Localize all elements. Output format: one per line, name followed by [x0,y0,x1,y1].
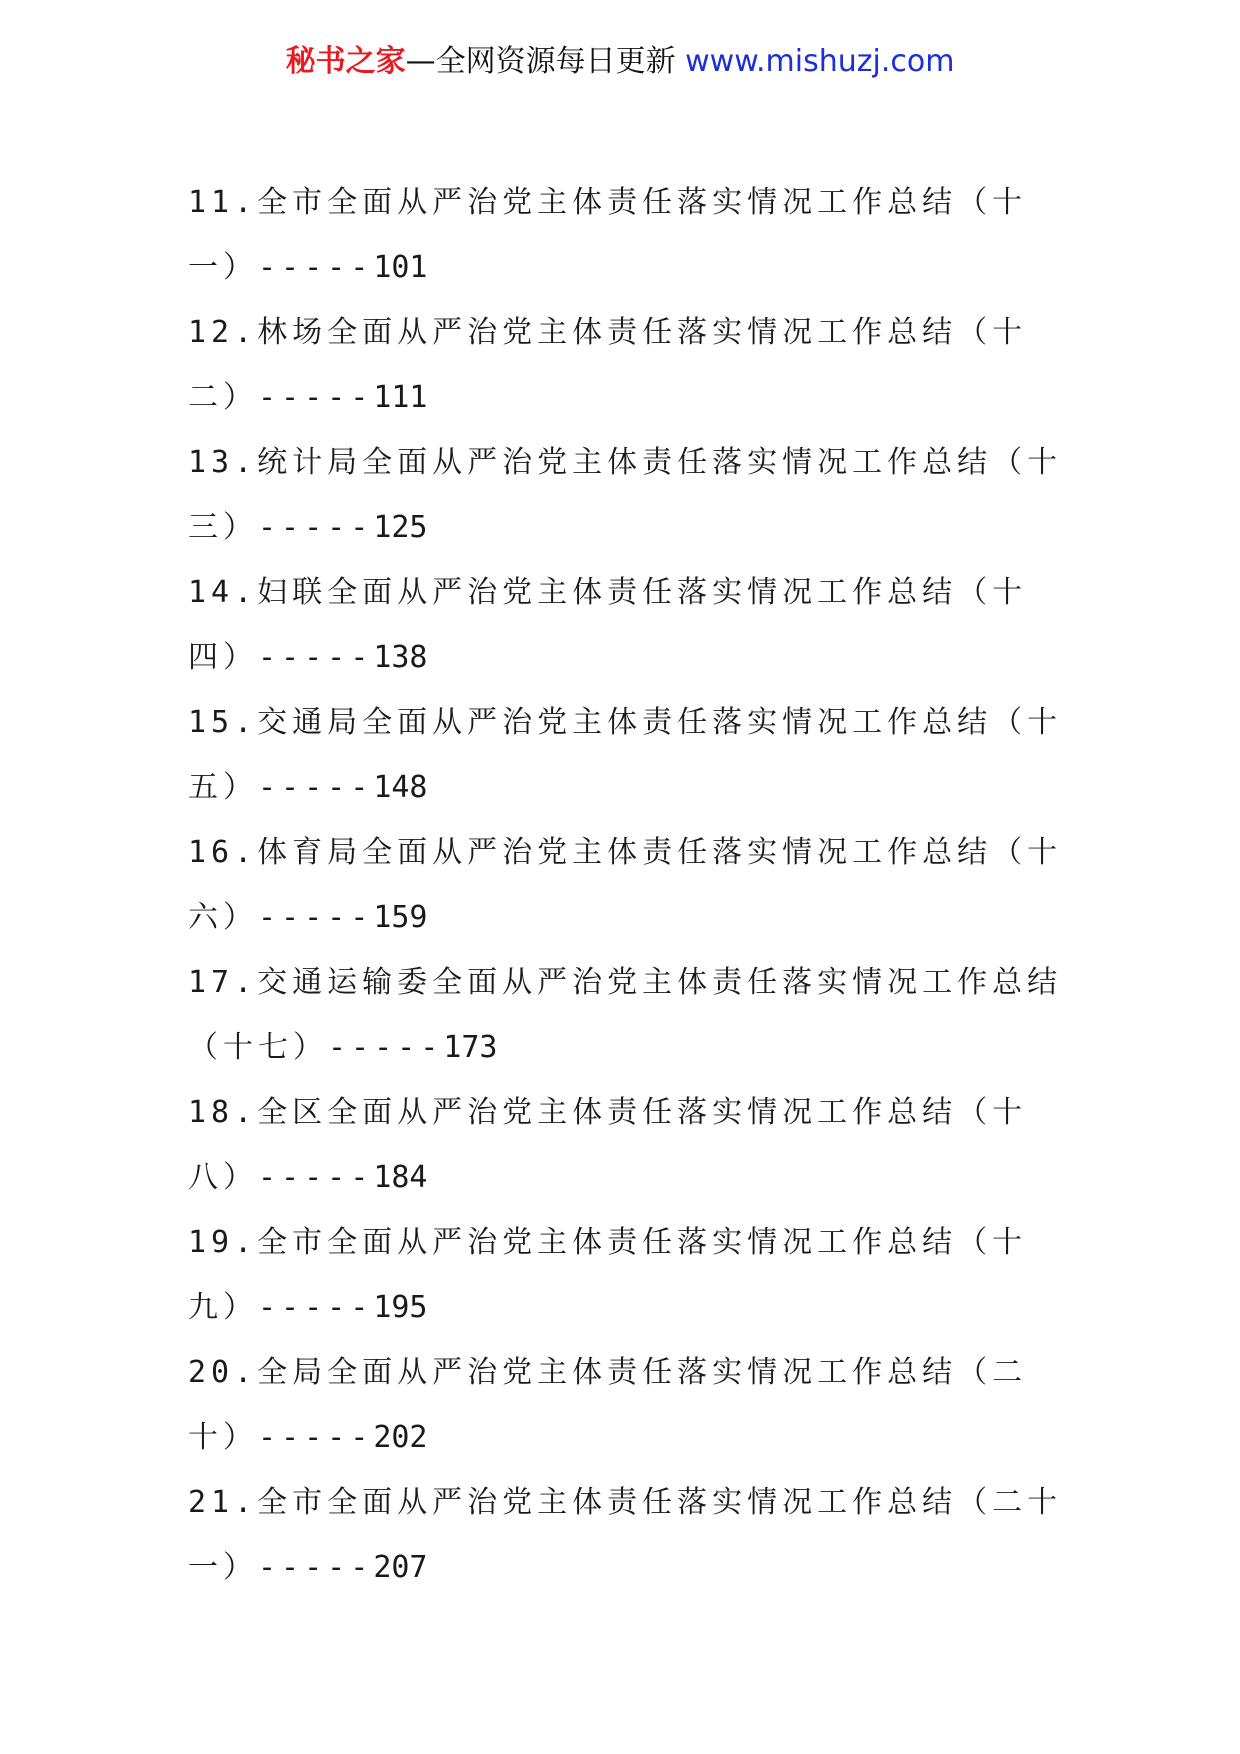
header-slogan: —全网资源每日更新 [405,44,686,79]
page-header [0,42,1240,82]
toc-entry-page: 138 [373,640,428,675]
toc-entry-page: 207 [373,1550,428,1585]
toc-entry-page: 111 [373,380,428,415]
toc-entry [188,690,1068,820]
toc-entry [188,560,1068,690]
toc-entry [188,430,1068,560]
toc-entry-title: 17.交通运输委全面从严治党主体责任落实情况工作总结（十七）----- [188,965,1063,1065]
toc-entry-page: 101 [373,250,428,285]
toc-entry-page: 173 [443,1030,498,1065]
toc-entry-page: 125 [373,510,428,545]
toc-entry-page: 159 [373,900,428,935]
toc-entry-page: 202 [373,1420,428,1455]
toc-entry-title: 13.统计局全面从严治党主体责任落实情况工作总结（十三）----- [188,445,1063,545]
toc-entry-title: 11.全市全面从严治党主体责任落实情况工作总结（十一）----- [188,185,1028,285]
toc-entry [188,170,1068,300]
toc-entry-title: 20.全局全面从严治党主体责任落实情况工作总结（二十）----- [188,1355,1028,1455]
toc-entry [188,950,1068,1080]
toc-entry-page: 184 [373,1160,428,1195]
toc-entry [188,1470,1068,1600]
toc-entry [188,1210,1068,1340]
brand-name: 秘书之家 [285,44,406,79]
toc-entry-title: 16.体育局全面从严治党主体责任落实情况工作总结（十六）----- [188,835,1063,935]
toc-entry-title: 14.妇联全面从严治党主体责任落实情况工作总结（十四）----- [188,575,1028,675]
toc-entry-title: 12.林场全面从严治党主体责任落实情况工作总结（十二）----- [188,315,1028,415]
toc-entry-page: 195 [373,1290,428,1325]
toc-entry-title: 19.全市全面从严治党主体责任落实情况工作总结（十九）----- [188,1225,1028,1325]
toc-entry [188,1080,1068,1210]
toc-entry-title: 21.全市全面从严治党主体责任落实情况工作总结（二十一）----- [188,1485,1063,1585]
toc-entry-page: 148 [373,770,428,805]
toc-entry [188,820,1068,950]
toc-entry-title: 18.全区全面从严治党主体责任落实情况工作总结（十八）----- [188,1095,1028,1195]
site-url-link[interactable]: www.mishuzj.com [685,44,955,79]
toc-entry-title: 15.交通局全面从严治党主体责任落实情况工作总结（十五）----- [188,705,1063,805]
toc-entry [188,1340,1068,1470]
toc-entry [188,300,1068,430]
table-of-contents [188,170,1068,1600]
